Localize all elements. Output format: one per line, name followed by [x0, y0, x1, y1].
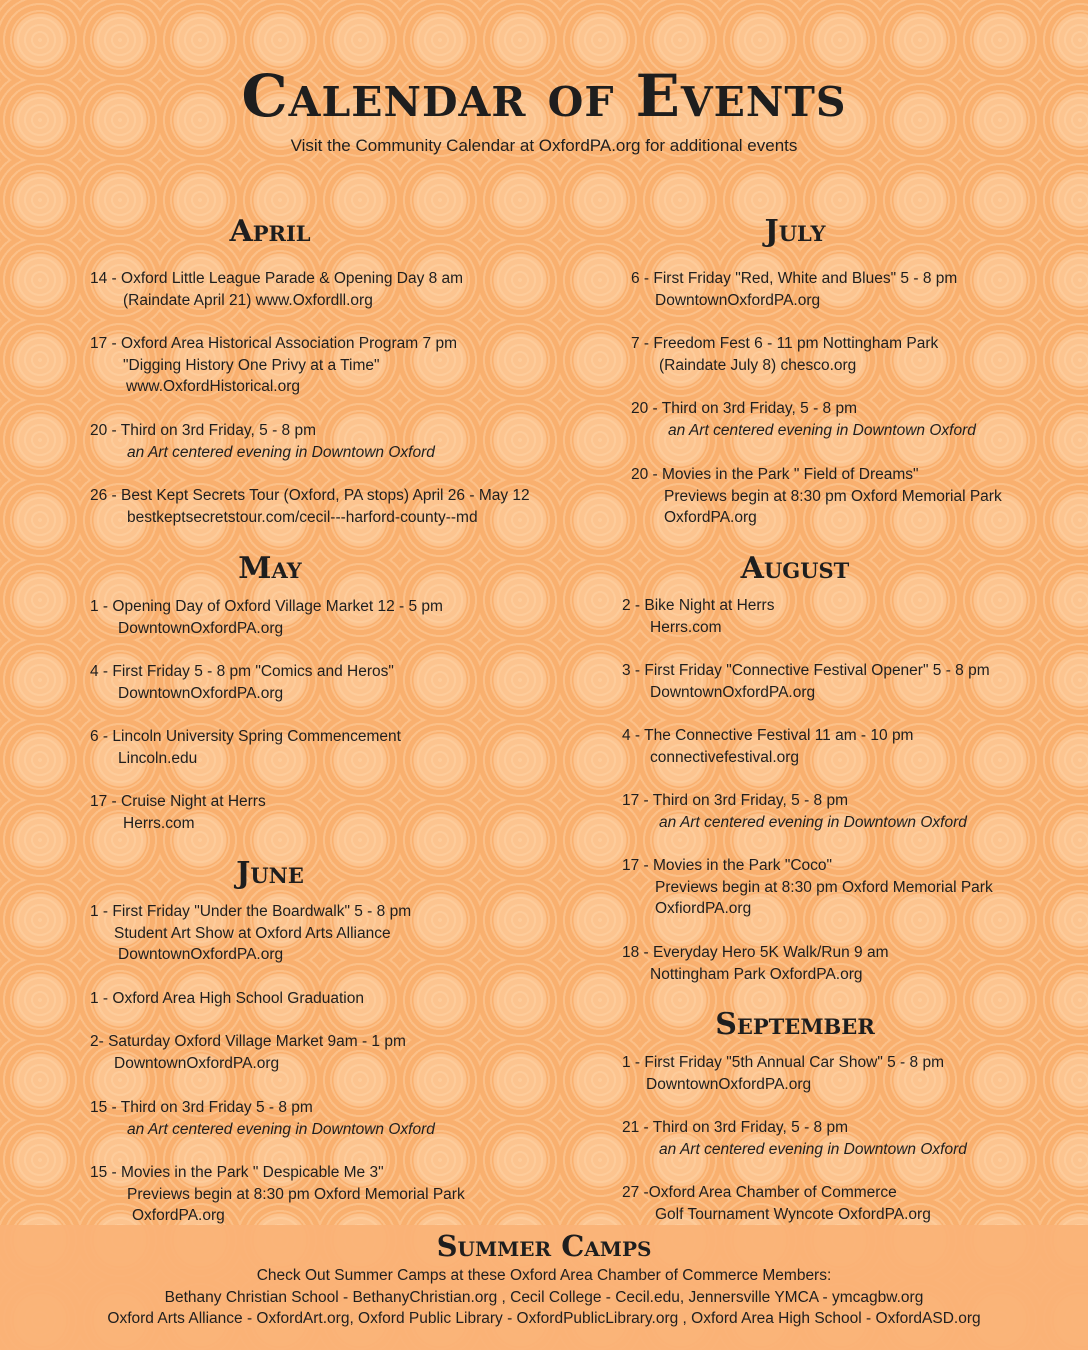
month-heading-july: July — [764, 214, 826, 249]
event-item: 6 - First Friday "Red, White and Blues" 5 - 8 pm DowntownOxfordPA.org — [631, 270, 958, 309]
summer-camps-heading: Summer Camps — [436, 1229, 652, 1263]
event-item: 1 - First Friday "Under the Boardwalk" 5 - 8 pm Student Art Show at Oxford Arts Alliance DowntownOxfordPA.org — [90, 903, 412, 963]
summer-camps-line: Oxford Arts Alliance - OxfordArt.org, Oxford Public Library - OxfordPublicLibrary.org , Oxford Area High School - OxfordASD.org — [107, 1310, 981, 1327]
event-item: 27 -Oxford Area Chamber of Commerce Golf Tournament Wyncote OxfordPA.org — [622, 1184, 931, 1223]
month-heading-may: May — [238, 551, 302, 586]
summer-camps-panel — [0, 1225, 1088, 1350]
event-item: 2 - Bike Night at Herrs Herrs.com — [622, 597, 775, 636]
event-item: 20 - Third on 3rd Friday, 5 - 8 pm an Art centered evening in Downtown Oxford — [631, 400, 976, 439]
summer-camps-intro: Check Out Summer Camps at these Oxford Area Chamber of Commerce Members: — [256, 1267, 832, 1284]
event-item: 17 - Cruise Night at Herrs Herrs.com — [90, 793, 266, 832]
event-item: 17 - Third on 3rd Friday, 5 - 8 pm an Art centered evening in Downtown Oxford — [622, 792, 967, 831]
event-item: 20 - Third on 3rd Friday, 5 - 8 pm an Art centered evening in Downtown Oxford — [90, 422, 435, 461]
event-item: 17 - Oxford Area Historical Association Program 7 pm "Digging History One Privy at a Time" www.OxfordHistorical.org — [90, 335, 457, 395]
event-item: 4 - The Connective Festival 11 am - 10 pm connectivefestival.org — [622, 727, 914, 766]
event-item: 2- Saturday Oxford Village Market 9am - 1 pm DowntownOxfordPA.org — [90, 1033, 406, 1072]
event-item: 6 - Lincoln University Spring Commencement Lincoln.edu — [90, 728, 401, 767]
event-item: 3 - First Friday "Connective Festival Opener" 5 - 8 pm DowntownOxfordPA.org — [622, 662, 990, 701]
event-item: 20 - Movies in the Park " Field of Dreams" Previews begin at 8:30 pm Oxford Memorial Park OxfordPA.org — [631, 466, 1002, 526]
page-title: Calendar of Events — [241, 62, 847, 130]
event-item: 14 - Oxford Little League Parade & Opening Day 8 am (Raindate April 21) www.Oxfordll.org — [90, 270, 464, 309]
event-item: 15 - Third on 3rd Friday 5 - 8 pm an Art centered evening in Downtown Oxford — [90, 1099, 435, 1138]
event-item: 15 - Movies in the Park " Despicable Me 3" Previews begin at 8:30 pm Oxford Memorial Park OxfordPA.org — [90, 1164, 465, 1224]
event-item: 1 - Opening Day of Oxford Village Market 12 - 5 pm DowntownOxfordPA.org — [90, 598, 443, 637]
event-item: 21 - Third on 3rd Friday, 5 - 8 pm an Art centered evening in Downtown Oxford — [622, 1119, 967, 1158]
event-item: 4 - First Friday 5 - 8 pm "Comics and Heros" DowntownOxfordPA.org — [90, 663, 394, 702]
event-item: 1 - First Friday "5th Annual Car Show" 5 - 8 pm DowntownOxfordPA.org — [622, 1054, 944, 1093]
summer-camps-line: Bethany Christian School - BethanyChristian.org , Cecil College - Cecil.edu, Jennersville YMCA - ymcagbw.org — [164, 1288, 924, 1306]
event-item: 17 - Movies in the Park "Coco" Previews begin at 8:30 pm Oxford Memorial Park OxfiordPA.org — [622, 857, 993, 917]
month-heading-september: September — [715, 1007, 875, 1042]
event-item: 18 - Everyday Hero 5K Walk/Run 9 am Nottingham Park OxfordPA.org — [622, 944, 889, 983]
page-subtitle: Visit the Community Calendar at OxfordPA.org for additional events — [290, 136, 798, 155]
event-item: 26 - Best Kept Secrets Tour (Oxford, PA stops) April 26 - May 12 bestkeptsecretstour.com/cecil---harford-county--md — [90, 487, 530, 526]
month-heading-june: June — [236, 856, 304, 891]
event-item: 1 - Oxford Area High School Graduation — [90, 990, 364, 1007]
month-heading-august: August — [740, 551, 850, 586]
month-heading-april: April — [229, 214, 311, 249]
event-item: 7 - Freedom Fest 6 - 11 pm Nottingham Park (Raindate July 8) chesco.org — [631, 335, 939, 374]
